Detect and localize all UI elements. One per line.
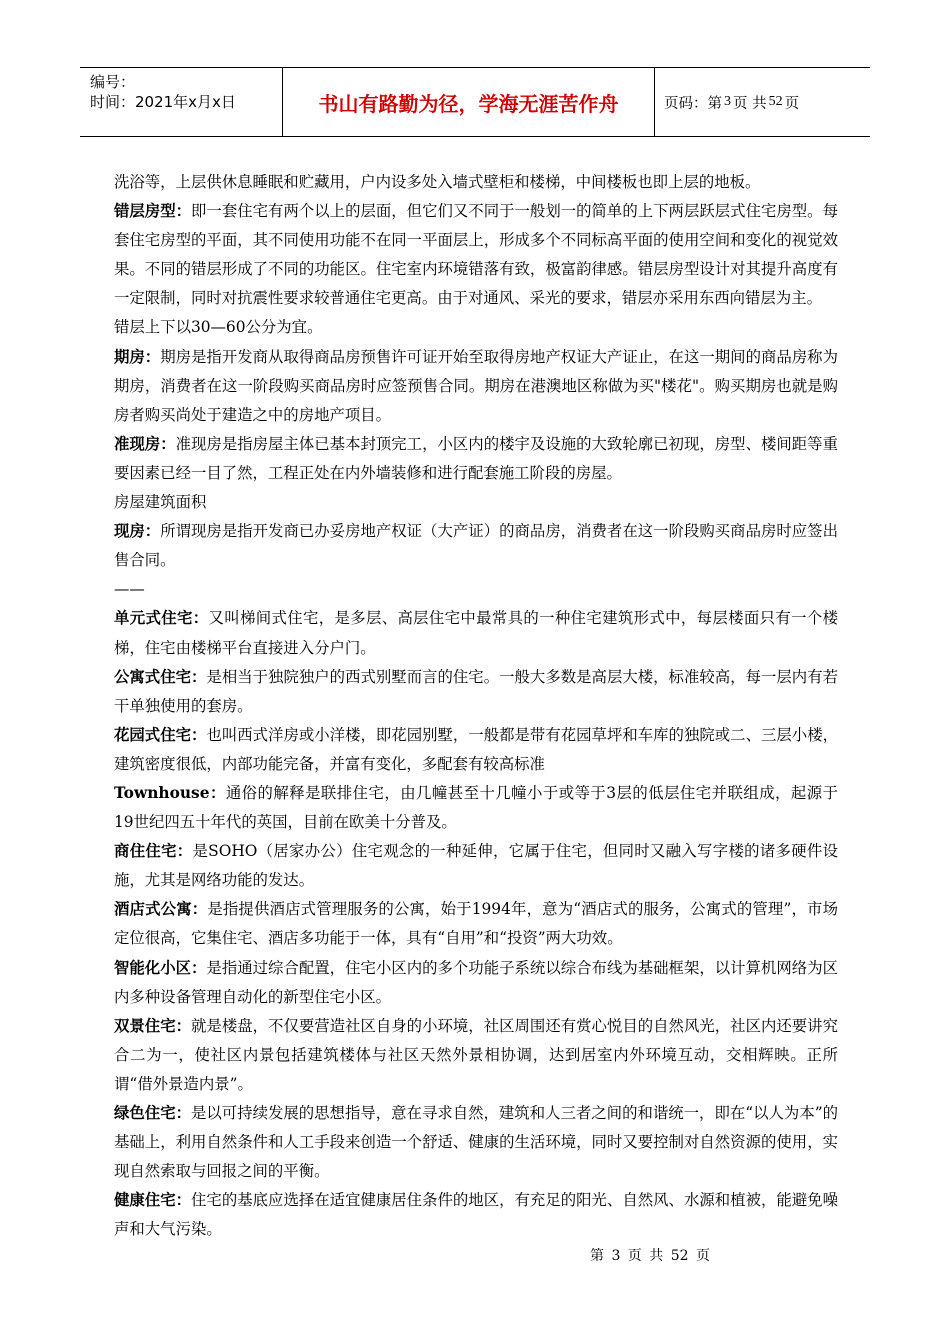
header-page-suffix: 页 <box>784 95 800 112</box>
paragraph-text: 准现房是指房屋主体已基本封顶完工，小区内的楼宇及设施的大致轮廓已初现，房型、楼间距等重要因素已经一目了然，工程正处在内外墙装修和进行配套施工阶段的房屋。 <box>114 434 838 482</box>
paragraph-text: —— <box>114 580 145 599</box>
paragraph <box>114 1186 838 1244</box>
paragraph-term: 商住住宅： <box>114 842 193 861</box>
paragraph <box>114 663 838 721</box>
paragraph <box>114 1012 838 1099</box>
paragraph <box>114 168 838 197</box>
paragraph <box>114 895 838 953</box>
paragraph-term: 期房： <box>114 347 161 366</box>
paragraph-text: 期房是指开发商从取得商品房预售许可证开始至取得房地产权证大产证止，在这一期间的商品房称为期房，消费者在这一阶段购买商品房时应签预售合同。期房在港澳地区称做为买"楼花"。购买期房也就是购房者购买尚处于建造之中的房地产项目。 <box>114 347 838 424</box>
paragraph-text: 即一套住宅有两个以上的层面，但它们又不同于一般划一的简单的上下两层跃层式住宅房型。每套住宅房型的平面，其不同使用功能不在同一平面层上，形成多个不同标高平面的使用空间和变化的视觉效果。不同的错层形成了不同的功能区。住宅室内环境错落有致，极富韵律感。错层房型设计对其提升高度有一定限制，同时对抗震性要求较普通住宅更高。由于对通风、采光的要求，错层亦采用东西向错层为主。 <box>114 202 838 308</box>
paragraph <box>114 779 838 837</box>
paragraph-term: 绿色住宅： <box>114 1104 191 1122</box>
paragraph <box>114 343 838 430</box>
paragraph-text: 住宅的基底应选择在适宜健康居住条件的地区，有充足的阳光、自然风、水源和植被，能避免噪声和大气污染。 <box>114 1191 838 1239</box>
header-time-label: 时间：2021年x月x日 <box>90 93 236 111</box>
paragraph-text: 错层上下以30—60公分为宜。 <box>114 318 323 337</box>
paragraph-text: 通俗的解释是联排住宅，由几幢甚至十几幢小于或等于3层的低层住宅并联组成，起源于19世纪四五十年代的英国，目前在欧美十分普及。 <box>114 783 838 832</box>
paragraph-text: 也叫西式洋房或小洋楼，即花园别墅，一般都是带有花园草坪和车库的独院或二、三层小楼，建筑密度很低，内部功能完备，并富有变化，多配套有较高标准 <box>114 725 838 773</box>
paragraph <box>114 488 838 517</box>
paragraph-term: 现房： <box>114 522 161 541</box>
paragraph-text: 房屋建筑面积 <box>114 493 207 512</box>
document-body <box>114 168 838 1244</box>
paragraph-term: 准现房： <box>114 434 176 453</box>
paragraph-text: 是指提供酒店式管理服务的公寓，始于1994年，意为“酒店式的服务，公寓式的管理”，市场定位很高，它集住宅、酒店多功能于一体，具有“自用”和“投资”两大功效。 <box>114 900 838 948</box>
paragraph <box>114 954 838 1012</box>
header-code-label: 编号： <box>90 73 136 91</box>
page-footer: 第 3 页 共 52 页 <box>590 1248 710 1264</box>
paragraph-term: 健康住宅： <box>114 1191 192 1210</box>
paragraph-text: 所谓现房是指开发商已办妥房地产权证（大产证）的商品房，消费者在这一阶段购买商品房时应签出售合同。 <box>114 522 838 570</box>
header-motto: 书山有路勤为径，学海无涯苦作舟 <box>283 68 655 136</box>
header-page-info <box>655 68 870 136</box>
paragraph-text: 是指通过综合配置，住宅小区内的多个功能子系统以综合布线为基础框架，以计算机网络为区内多种设备管理自动化的新型住宅小区。 <box>114 958 838 1006</box>
page-header <box>80 67 870 137</box>
paragraph-term: 错层房型： <box>114 202 192 221</box>
header-meta <box>80 68 283 136</box>
paragraph-text: 是SOHO（居家办公）住宅观念的一种延伸，它属于住宅，但同时又融入写字楼的诸多硬件设施，尤其是网络功能的发达。 <box>114 842 838 890</box>
paragraph <box>114 1099 838 1186</box>
header-page-prefix: 页码：第 <box>664 95 722 112</box>
paragraph <box>114 313 838 342</box>
paragraph-text: 是相当于独院独户的西式别墅而言的住宅。一般大多数是高层大楼，标准较高，每一层内有若干单独使用的套房。 <box>114 667 838 715</box>
header-page-mid: 页 共 <box>733 95 767 112</box>
header-page-current: 3 <box>724 94 731 109</box>
paragraph-term: 花园式住宅： <box>114 725 207 744</box>
paragraph-text: 是以可持续发展的思想指导，意在寻求自然，建筑和人三者之间的和谐统一，即在“以人为本”的基础上，利用自然条件和人工手段来创造一个舒适、健康的生活环境，同时又要控制对自然资源的使用，实现自然索取与回报之间的平衡。 <box>114 1104 838 1181</box>
paragraph-term: 双景住宅： <box>114 1016 192 1035</box>
paragraph-text: 又叫梯间式住宅，是多层、高层住宅中最常具的一种住宅建筑形式中，每层楼面只有一个楼梯，住宅由楼梯平台直接进入分户门。 <box>114 609 838 657</box>
header-page-total: 52 <box>768 94 783 109</box>
paragraph <box>114 517 838 575</box>
paragraph <box>114 604 838 662</box>
paragraph-term: 酒店式公寓： <box>114 900 208 919</box>
paragraph-term: Townhouse： <box>114 783 226 802</box>
paragraph-term: 智能化小区： <box>114 958 207 977</box>
paragraph <box>114 837 838 895</box>
paragraph <box>114 721 838 779</box>
paragraph <box>114 197 838 313</box>
paragraph <box>114 430 838 488</box>
paragraph-term: 单元式住宅： <box>114 609 209 628</box>
paragraph-term: 公寓式住宅： <box>114 667 207 686</box>
paragraph <box>114 575 838 604</box>
paragraph-text: 就是楼盘，不仅要营造社区自身的小环境，社区周围还有赏心悦目的自然风光，社区内还要讲究合二为一，使社区内景包括建筑楼体与社区天然外景相协调，达到居室内外环境互动，交相辉映。正所谓“借外景造内景”。 <box>114 1016 838 1093</box>
paragraph-text: 洗浴等，上层供休息睡眠和贮藏用，户内设多处入墙式壁柜和楼梯，中间楼板也即上层的地板。 <box>114 173 761 191</box>
